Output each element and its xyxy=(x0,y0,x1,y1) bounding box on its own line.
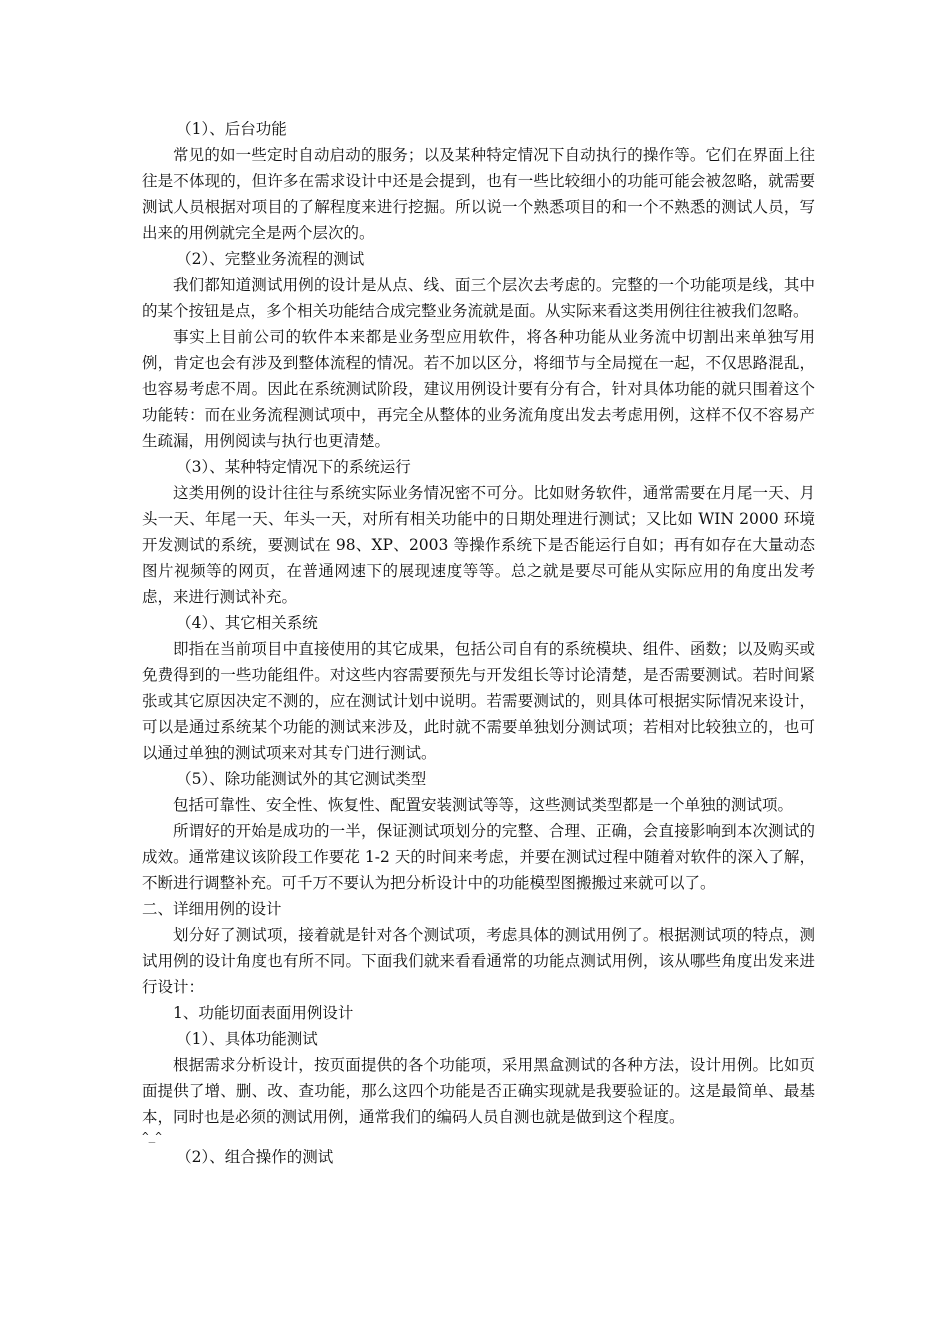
paragraph: 事实上目前公司的软件本来都是业务型应用软件，将各种功能从业务流中切割出来单独写用例，肯定也会有涉及到整体流程的情况。若不加以区分，将细节与全局搅在一起，不仅思路混乱，也容易考虑不周。因此在系统测试阶段，建议用例设计要有分有合，针对具体功能的就只围着这个功能转：而在业务流程测试项中，再完全从整体的业务流角度出发去考虑用例，这样不仅不容易产生疏漏，用例阅读与执行也更清楚。 xyxy=(142,328,815,450)
item-heading-backend-function: （1）、后台功能 xyxy=(176,120,287,138)
paragraph: 划分好了测试项，接着就是针对各个测试项，考虑具体的测试用例了。根据测试项的特点，测试用例的设计角度也有所不同。下面我们就来看看通常的功能点测试用例，该从哪些角度出发来进行设计： xyxy=(142,926,815,996)
section-heading-detailed-case-design: 二、详细用例的设计 xyxy=(142,900,282,918)
paragraph: 常见的如一些定时自动启动的服务；以及某种特定情况下自动执行的操作等。它们在界面上往往是不体现的，但许多在需求设计中还是会提到，也有一些比较细小的功能可能会被忽略，就需要测试人员根据对项目的了解程度来进行挖掘。所以说一个熟悉项目的和一个不熟悉的测试人员，写出来的用例就完全是两个层次的。 xyxy=(142,146,815,242)
subsection-heading-function-surface: 1、功能切面表面用例设计 xyxy=(173,1004,354,1022)
paragraph: 根据需求分析设计，按页面提供的各个功能项，采用黑盒测试的各种方法，设计用例。比如页面提供了增、删、改、查功能，那么这四个功能是否正确实现就是我要验证的。这是最简单、最基本，同时也是必须的测试用例，通常我们的编码人员自测也就是做到这个程度。 xyxy=(142,1056,815,1126)
item-heading-specific-conditions: （3）、某种特定情况下的系统运行 xyxy=(176,458,411,476)
paragraph: 即指在当前项目中直接使用的其它成果，包括公司自有的系统模块、组件、函数；以及购买或免费得到的一些功能组件。对这些内容需要预先与开发组长等讨论清楚，是否需要测试。若时间紧张或其它原因决定不测的，应在测试计划中说明。若需要测试的，则具体可根据实际情况来设计，可以是通过系统某个功能的测试来涉及，此时就不需要单独划分测试项；若相对比较独立的，也可以通过单独的测试项来对其专门进行测试。 xyxy=(142,640,815,762)
paragraph: 包括可靠性、安全性、恢复性、配置安装测试等等，这些测试类型都是一个单独的测试项。 xyxy=(173,796,794,814)
paragraph: 我们都知道测试用例的设计是从点、线、面三个层次去考虑的。完整的一个功能项是线，其中的某个按钮是点，多个相关功能结合成完整业务流就是面。从实际来看这类用例往往被我们忽略。 xyxy=(142,276,815,320)
paragraph: 所谓好的开始是成功的一半，保证测试项划分的完整、合理、正确，会直接影响到本次测试的成效。通常建议该阶段工作要花 1-2 天的时间来考虑，并要在测试过程中随着对软件的深入了解，不断进行调整补充。可千万不要认为把分析设计中的功能模型图搬搬过来就可以了。 xyxy=(142,822,815,892)
item-heading-combined-operations: （2）、组合操作的测试 xyxy=(176,1148,334,1166)
item-heading-business-flow: （2）、完整业务流程的测试 xyxy=(176,250,365,268)
paragraph: 这类用例的设计往往与系统实际业务情况密不可分。比如财务软件，通常需要在月尾一天、月头一天、年尾一天、年头一天，对所有相关功能中的日期处理进行测试；又比如 WIN 2000 环境开发测试的系统，要测试在 98、XP、2003 等操作系统下是否能运行自如；再有如存在大量动态图片视频等的网页，在普通网速下的展现速度等等。总之就是要尽可能从实际应用的角度出发考虑，来进行测试补充。 xyxy=(142,484,815,606)
document-body xyxy=(142,116,815,1170)
item-heading-related-systems: （4）、其它相关系统 xyxy=(176,614,318,632)
emoticon-text: ^_^ xyxy=(142,1130,162,1143)
item-heading-other-test-types: （5）、除功能测试外的其它测试类型 xyxy=(176,770,427,788)
item-heading-specific-function-test: （1）、具体功能测试 xyxy=(176,1030,318,1048)
